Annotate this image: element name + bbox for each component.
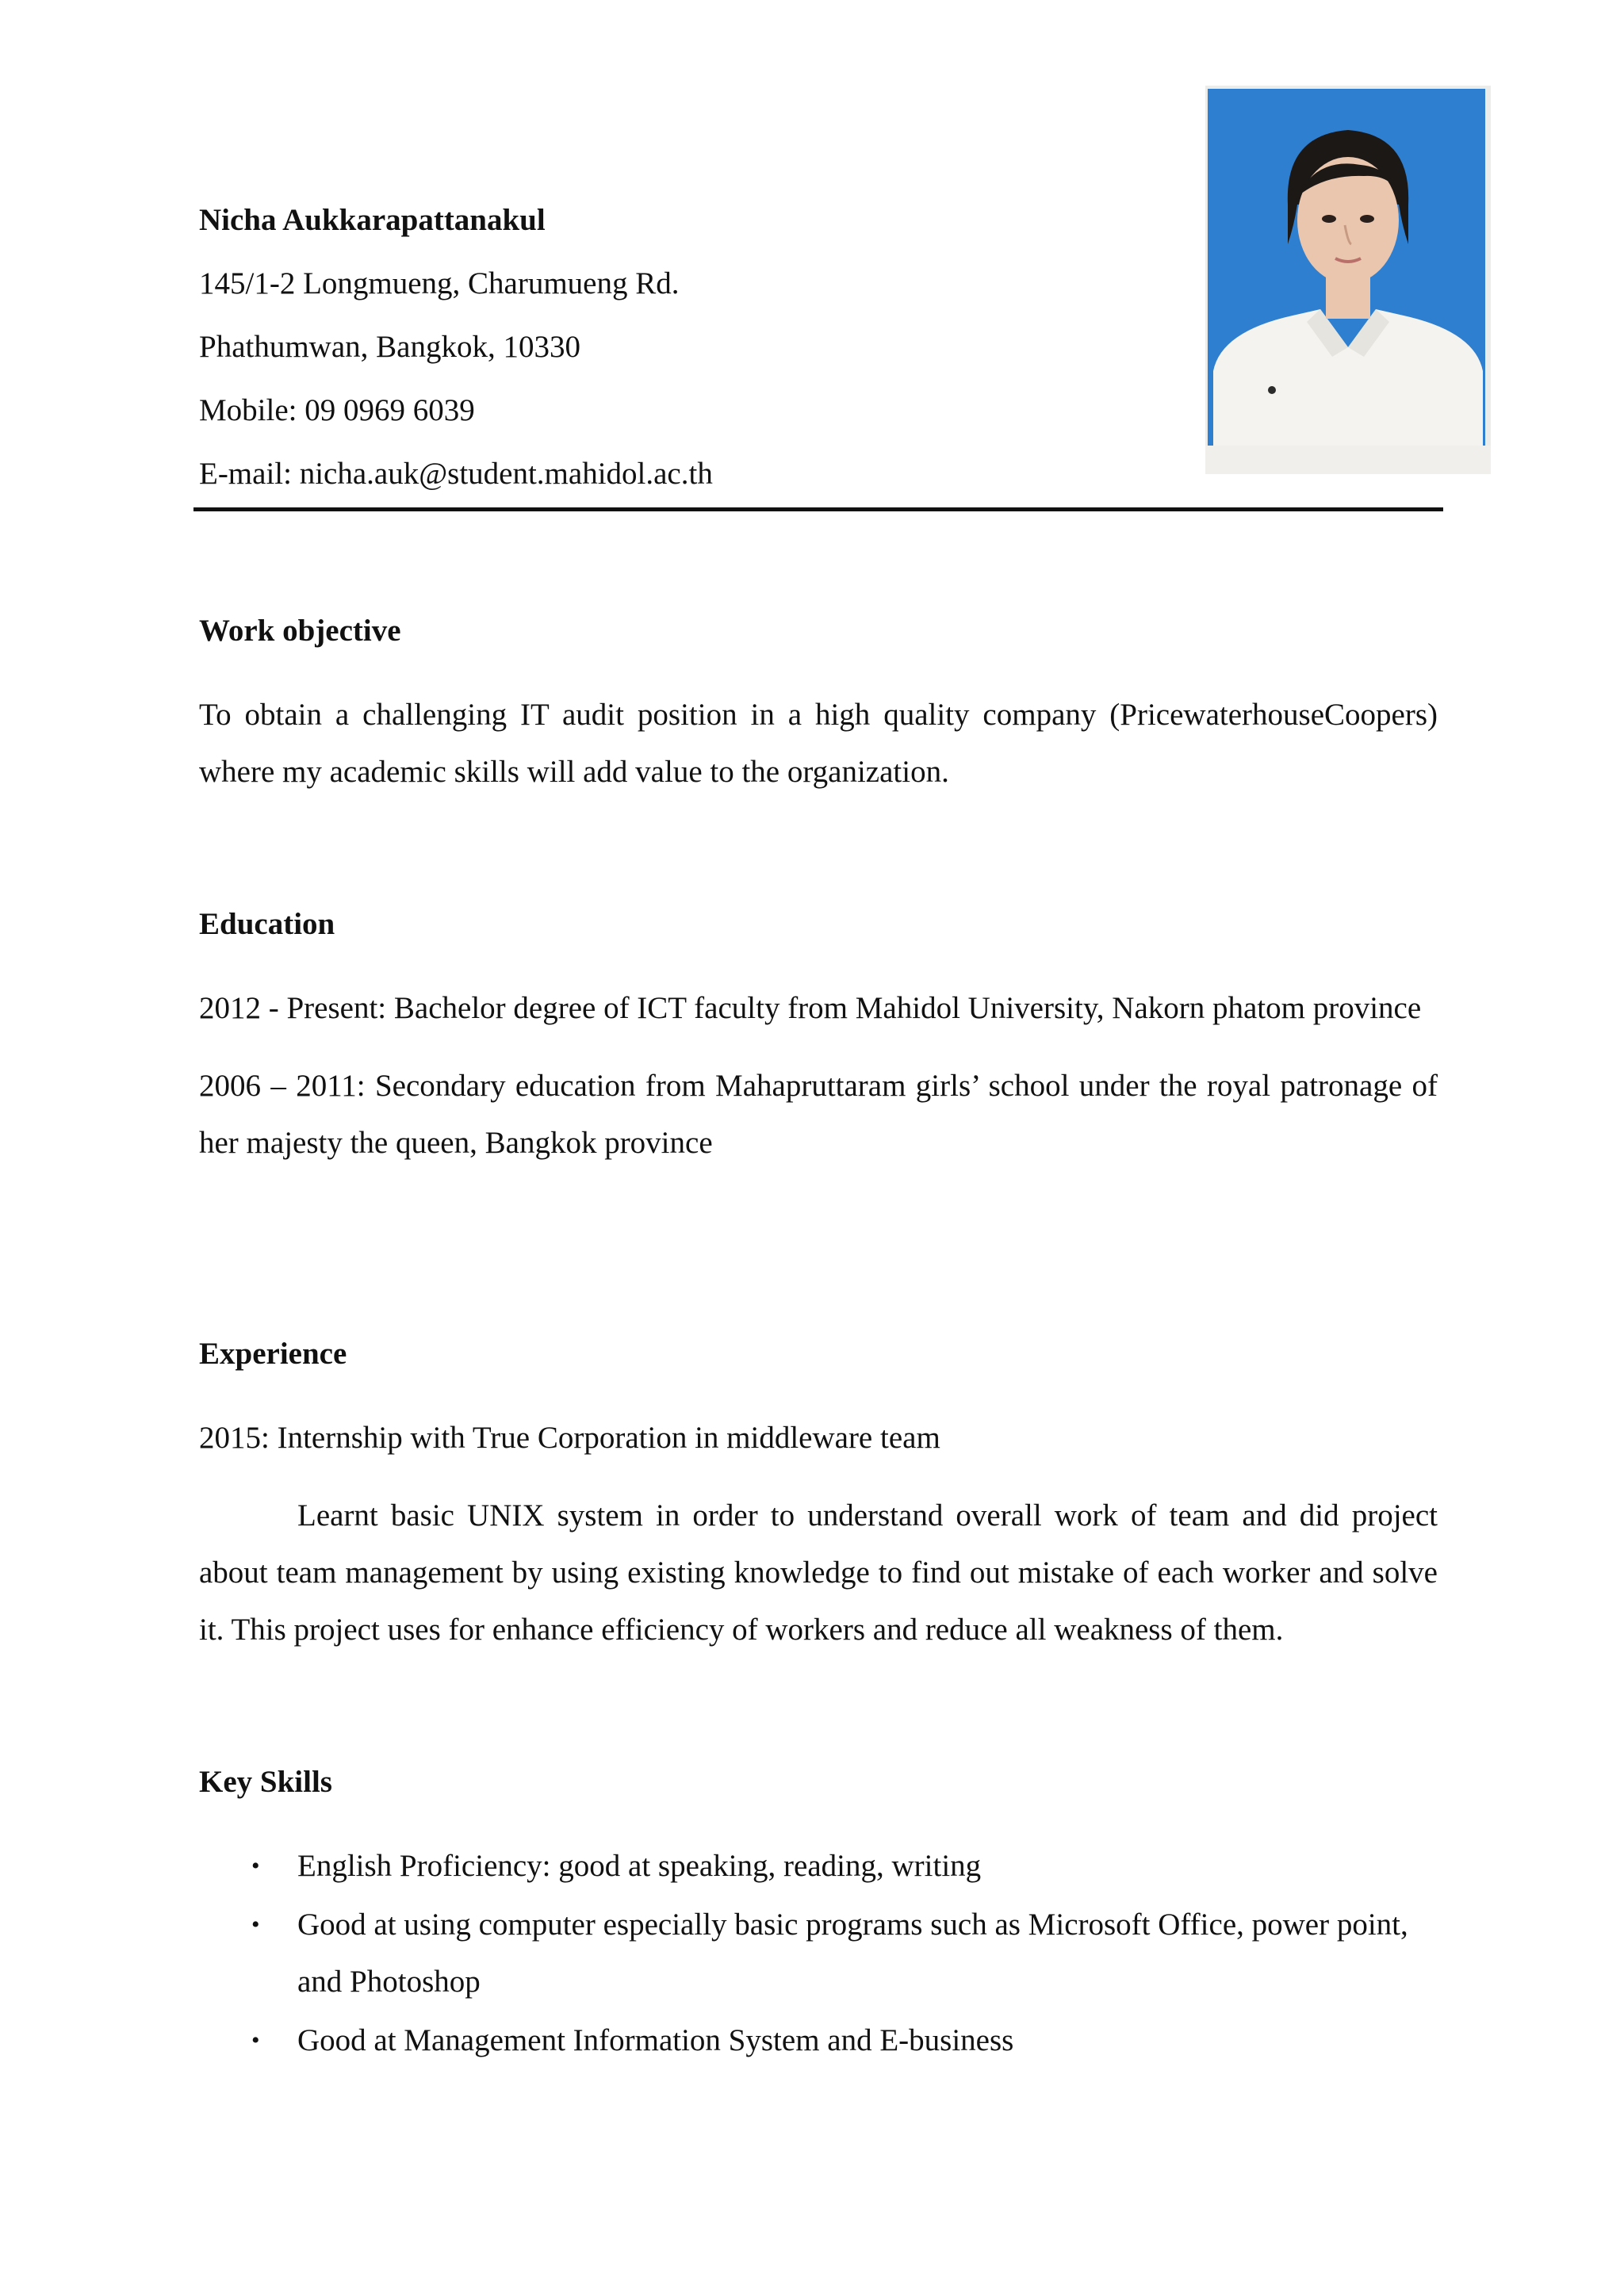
objective-heading: Work objective (199, 614, 401, 648)
skill-text: Good at using computer especially basic programs such as Microsoft Office, power point, and Photoshop (297, 1908, 1408, 1999)
experience-section (199, 1332, 1438, 1659)
email-address: E-mail: nicha.auk@student.mahidol.ac.th (199, 457, 713, 491)
experience-description: Learnt basic UNIX system in order to understand overall work of team and did project about team management by using existing knowledge to find out mistake of each worker and solve it. This project uses for enhance efficiency of workers and reduce all weakness of them. (199, 1498, 1438, 1647)
education-heading: Education (199, 907, 335, 941)
objective-text: To obtain a challenging IT audit position in a high quality company (PricewaterhouseCoopers) where my academic skills will add value to the organization. (199, 698, 1438, 789)
bullet-icon: • (251, 1911, 260, 1938)
skills-list (199, 1838, 1438, 2069)
education-entry: 2006 – 2011: Secondary education from Mahapruttaram girls’ school under the royal patronage of her majesty the queen, Bangkok province (199, 1069, 1438, 1160)
skills-section (199, 1760, 1438, 2071)
skills-heading: Key Skills (199, 1765, 332, 1799)
bullet-icon: • (251, 2027, 260, 2053)
list-item (199, 1896, 1438, 2011)
bullet-icon: • (251, 1853, 260, 1879)
list-item (199, 1838, 1438, 1895)
list-item (199, 2012, 1438, 2069)
address-line-1: 145/1-2 Longmueng, Charumueng Rd. (199, 266, 680, 300)
education-entry: 2012 - Present: Bachelor degree of ICT faculty from Mahidol University, Nakorn phatom province (199, 991, 1422, 1025)
experience-title: 2015: Internship with True Corporation in middleware team (199, 1421, 940, 1455)
skill-text: Good at Management Information System and E-business (297, 2023, 1014, 2057)
header-divider (193, 507, 1443, 511)
objective-section (199, 609, 1438, 801)
portrait-illustration (1205, 86, 1491, 474)
skill-text: English Proficiency: good at speaking, reading, writing (297, 1849, 982, 1883)
profile-photo (1205, 86, 1491, 474)
applicant-name: Nicha Aukkarapattanakul (199, 203, 546, 237)
address-line-2: Phathumwan, Bangkok, 10330 (199, 330, 580, 364)
education-section (199, 902, 1438, 1172)
experience-heading: Experience (199, 1337, 347, 1371)
mobile-number: Mobile: 09 0969 6039 (199, 393, 475, 427)
contact-block (199, 189, 1151, 506)
